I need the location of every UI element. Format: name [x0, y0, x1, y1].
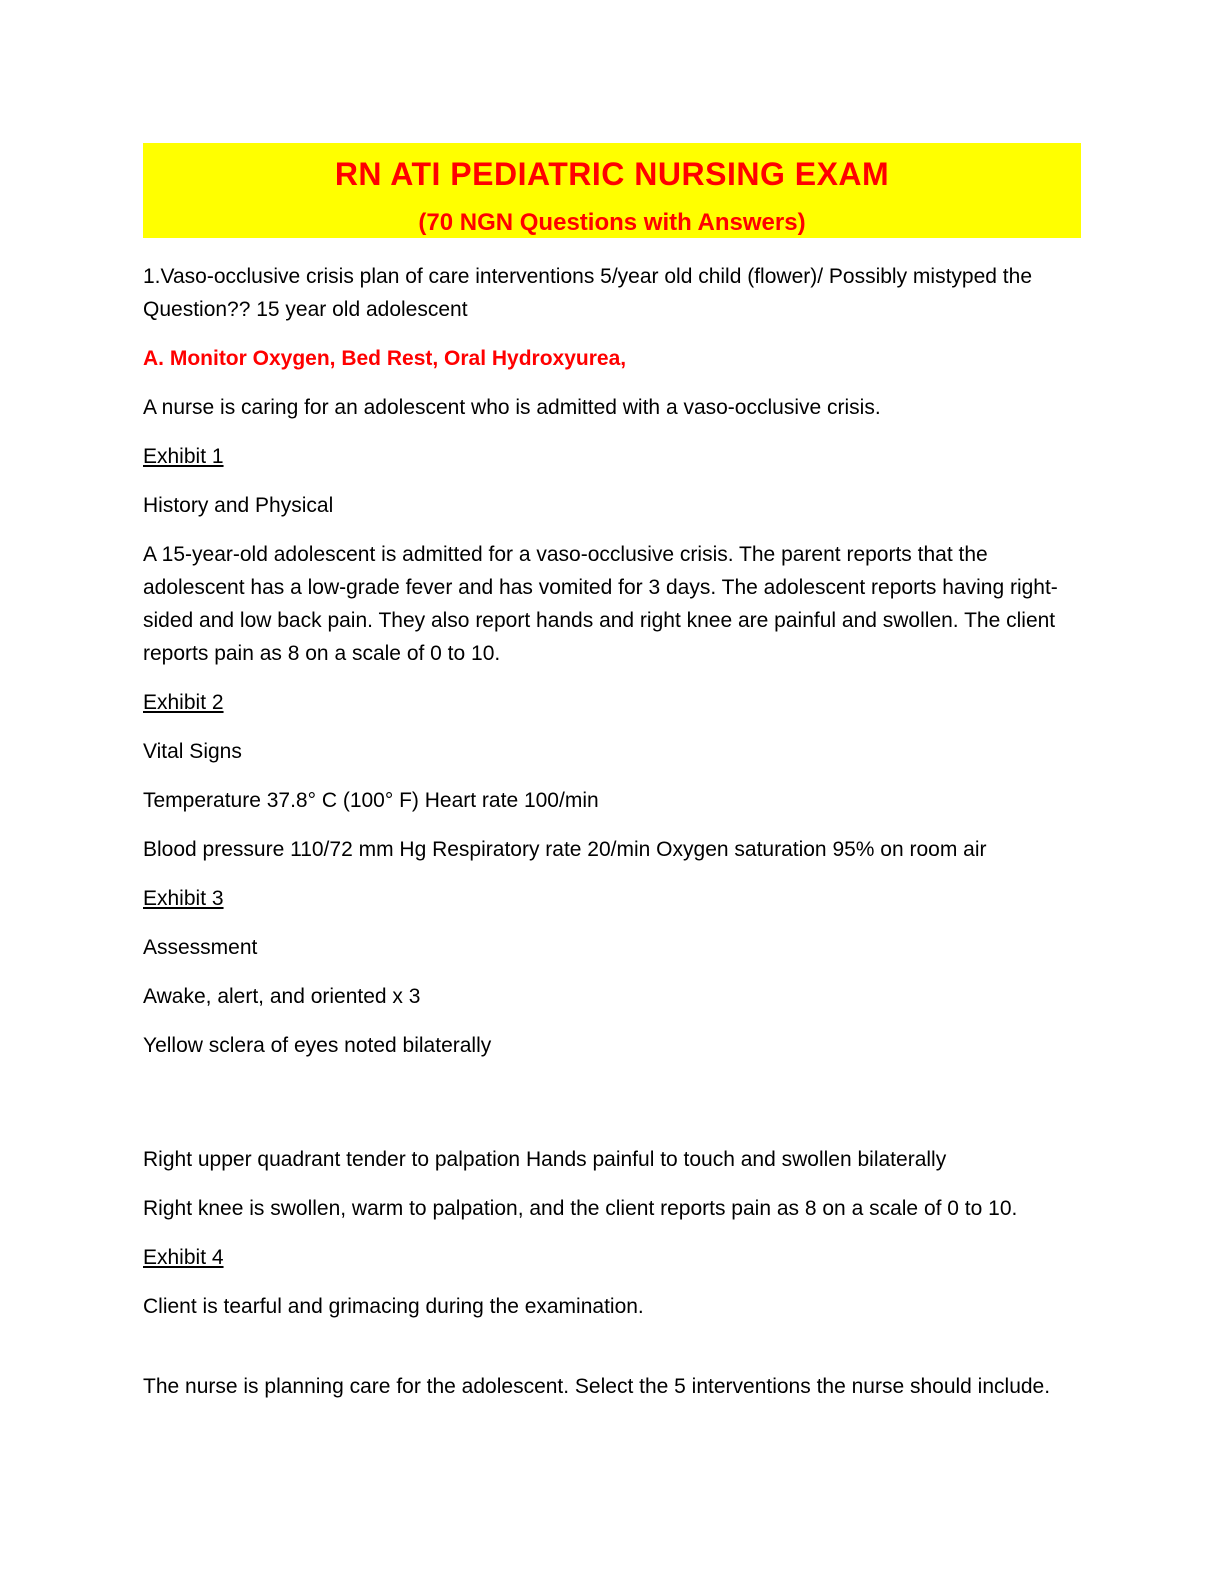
exhibit-2-heading: Exhibit 2 — [143, 691, 224, 714]
blank-line-spacer — [143, 1078, 1081, 1143]
answer-a-text: A. Monitor Oxygen, Bed Rest, Oral Hydroxyurea, — [143, 347, 627, 370]
title-banner — [143, 143, 1081, 238]
exhibit-1-subtitle: History and Physical — [143, 494, 334, 517]
question-1-text: 1.Vaso-occlusive crisis plan of care interventions 5/year old child (flower)/ Possibly mistyped the Question?? 15 year old adolescent — [143, 265, 1032, 321]
assessment-finding-knee: Right knee is swollen, warm to palpation, and the client reports pain as 8 on a scale of 0 to 10. — [143, 1197, 1018, 1220]
assessment-label: Assessment — [143, 936, 258, 959]
assessment-finding-sclera: Yellow sclera of eyes noted bilaterally — [143, 1034, 492, 1057]
assessment-finding-orientation: Awake, alert, and oriented x 3 — [143, 985, 421, 1008]
scenario-intro-text: A nurse is caring for an adolescent who is admitted with a vaso-occlusive crisis. — [143, 396, 881, 419]
assessment-finding-quadrant-hands: Right upper quadrant tender to palpation Hands painful to touch and swollen bilaterally — [143, 1148, 947, 1171]
document-body — [143, 260, 1081, 1403]
document-subtitle: (70 NGN Questions with Answers) — [418, 209, 806, 236]
vital-signs-label: Vital Signs — [143, 740, 242, 763]
document-title: RN ATI PEDIATRIC NURSING EXAM — [334, 156, 890, 192]
blood-pressure-line: Blood pressure 110/72 mm Hg Respiratory rate 20/min Oxygen saturation 95% on room air — [143, 838, 987, 861]
exhibit-1-body-text: A 15-year-old adolescent is admitted for a vaso-occlusive crisis. The parent reports that the adolescent has a low-grade fever and has vomited for 3 days. The adolescent reports having right- sided and low back pain. They also report hands and right knee are painful and swollen. The client reports pain as 8 on a scale of 0 to 10. — [143, 543, 1058, 665]
exhibit-4-heading: Exhibit 4 — [143, 1246, 224, 1269]
exhibit-1-heading: Exhibit 1 — [143, 445, 224, 468]
blank-line-spacer — [143, 1339, 1081, 1370]
exhibit-4-body-text: Client is tearful and grimacing during the examination. — [143, 1295, 644, 1318]
temperature-heart-rate-line: Temperature 37.8° C (100° F) Heart rate 100/min — [143, 789, 599, 812]
exhibit-3-heading: Exhibit 3 — [143, 887, 224, 910]
question-prompt-text: The nurse is planning care for the adolescent. Select the 5 interventions the nurse should include. — [143, 1375, 1051, 1398]
